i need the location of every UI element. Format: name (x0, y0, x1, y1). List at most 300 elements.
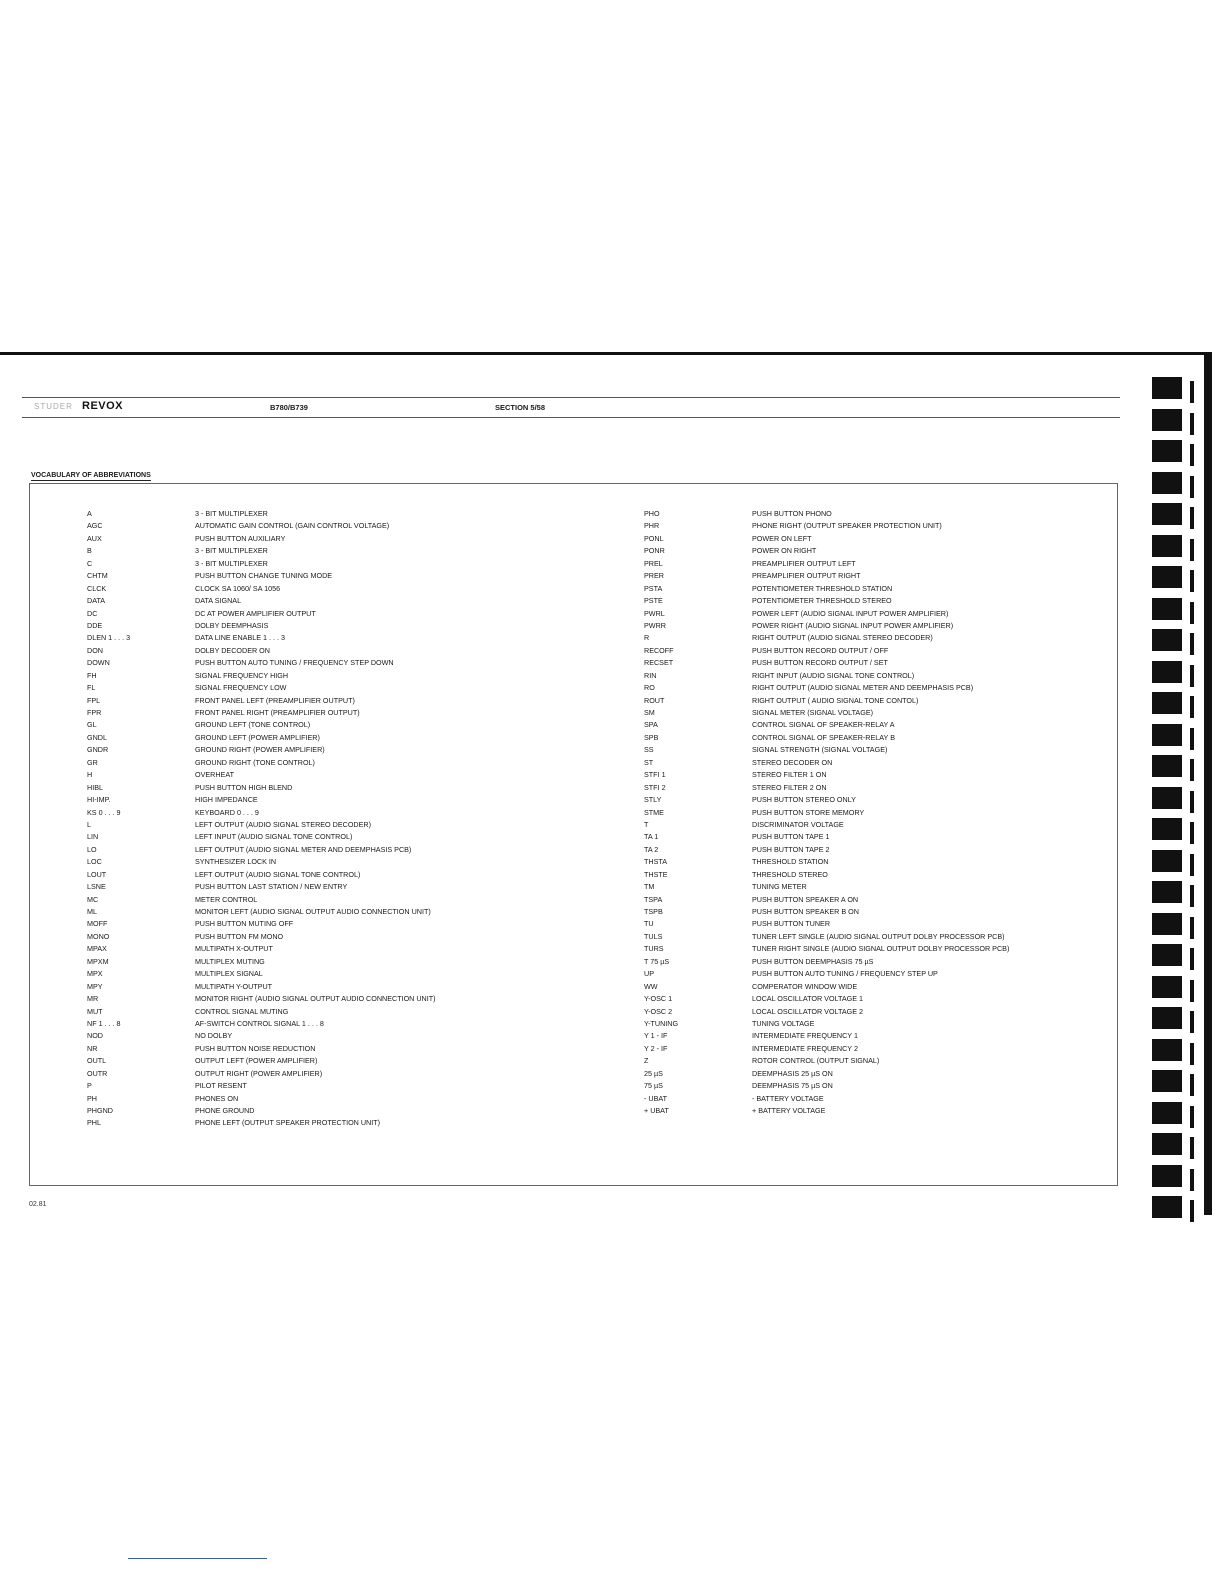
abbreviation-row (87, 695, 607, 707)
abbreviation-row (87, 707, 607, 719)
abbreviation-definition: TUNER LEFT SINGLE (AUDIO SIGNAL OUTPUT DOLBY PROCESSOR PCB) (752, 931, 1005, 941)
abbreviation-definition: THRESHOLD STEREO (752, 869, 828, 879)
abbreviation-row (644, 1030, 1104, 1042)
abbreviation-definition: SYNTHESIZER LOCK IN (195, 857, 277, 867)
binding-ring (1152, 661, 1182, 683)
abbreviation-row (87, 918, 607, 930)
abbreviation-definition: DC AT POWER AMPLIFIER OUTPUT (195, 608, 316, 618)
binding-ring-hole (1190, 444, 1194, 466)
abbreviation-definition: PUSH BUTTON TAPE 1 (752, 832, 830, 842)
abbreviation-row (644, 1006, 1104, 1018)
binding-ring-hole (1190, 602, 1194, 624)
abbreviation-definition: PHONE LEFT (OUTPUT SPEAKER PROTECTION UNIT) (195, 1118, 381, 1128)
abbreviation-term: NF 1 . . . 8 (87, 1018, 121, 1028)
abbreviation-row (87, 769, 607, 781)
abbreviation-term: PHO (644, 509, 660, 518)
abbreviation-term: TULS (644, 931, 663, 941)
abbreviation-row (644, 1055, 1104, 1067)
abbreviation-term: TA 1 (644, 832, 659, 842)
abbreviation-term: AGC (87, 521, 103, 531)
abbreviation-term: STME (644, 807, 664, 817)
abbreviation-definition: POWER ON RIGHT (752, 546, 817, 556)
abbreviation-row (644, 632, 1104, 644)
abbreviation-term: P (87, 1081, 92, 1091)
abbreviation-definition: AF-SWITCH CONTROL SIGNAL 1 . . . 8 (195, 1018, 324, 1028)
abbreviation-definition: PUSH BUTTON TAPE 2 (752, 844, 830, 854)
abbreviation-row (644, 844, 1104, 856)
binding-ring (1152, 472, 1182, 494)
binding-ring (1152, 1165, 1182, 1187)
binding-ring (1152, 1196, 1182, 1218)
abbreviation-term: T 75 µS (644, 956, 670, 966)
abbreviation-term: PHL (87, 1118, 101, 1128)
abbreviation-term: TURS (644, 944, 664, 954)
abbreviation-definition: PUSH BUTTON NOISE REDUCTION (195, 1043, 316, 1053)
abbreviation-definition: MULTIPATH X-OUTPUT (195, 944, 273, 954)
abbreviation-term: T (644, 819, 649, 829)
abbreviation-definition: DEEMPHASIS 75 µS ON (752, 1081, 833, 1091)
abbreviation-definition: SIGNAL METER (SIGNAL VOLTAGE) (752, 708, 874, 717)
abbreviation-definition: PUSH BUTTON HIGH BLEND (195, 782, 293, 792)
abbreviation-definition: LEFT OUTPUT (AUDIO SIGNAL STEREO DECODER) (195, 819, 371, 829)
abbreviation-term: GR (87, 757, 98, 767)
abbreviation-row (87, 632, 607, 644)
abbreviation-definition: MONITOR LEFT (AUDIO SIGNAL OUTPUT AUDIO CONNECTION UNIT) (195, 907, 431, 916)
binding-ring (1152, 409, 1182, 431)
abbreviation-row (87, 807, 607, 819)
abbreviation-term: DLEN 1 . . . 3 (87, 633, 131, 643)
abbreviation-row (87, 1117, 607, 1129)
header-line-bottom (22, 417, 1120, 418)
section-number: SECTION 5/58 (495, 403, 546, 412)
abbreviation-term: SM (644, 708, 655, 717)
abbreviation-term: FH (87, 670, 97, 680)
abbreviation-definition: 3 - BIT MULTIPLEXER (195, 546, 268, 556)
abbreviation-term: TSPB (644, 907, 663, 916)
abbreviation-row (87, 931, 607, 943)
abbreviation-definition: FRONT PANEL LEFT (PREAMPLIFIER OUTPUT) (195, 695, 355, 705)
abbreviation-term: TM (644, 882, 655, 892)
abbreviation-row (644, 558, 1104, 570)
abbreviation-definition: PHONE GROUND (195, 1106, 255, 1115)
abbreviation-row (87, 570, 607, 582)
abbreviation-term: NR (87, 1043, 98, 1053)
abbreviation-row (644, 869, 1104, 881)
abbreviation-definition: GROUND RIGHT (TONE CONTROL) (195, 757, 315, 767)
abbreviation-row (87, 608, 607, 620)
binding-ring (1152, 787, 1182, 809)
abbreviation-definition: POWER LEFT (AUDIO SIGNAL INPUT POWER AMPLIFIER) (752, 608, 949, 618)
abbreviation-definition: 3 - BIT MULTIPLEXER (195, 558, 268, 568)
abbreviation-definition: PHONE RIGHT (OUTPUT SPEAKER PROTECTION UNIT) (752, 521, 942, 531)
abbreviation-term: NOD (87, 1031, 103, 1041)
abbreviation-row (644, 906, 1104, 918)
binding-ring-hole (1190, 917, 1194, 939)
abbreviation-definition: CLOCK SA 1060/ SA 1056 (195, 583, 281, 593)
abbreviation-row (644, 608, 1104, 620)
abbreviation-row (87, 981, 607, 993)
abbreviation-row (644, 956, 1104, 968)
binding-ring (1152, 629, 1182, 651)
abbreviation-term: STLY (644, 795, 662, 805)
abbreviation-term: DDE (87, 620, 103, 630)
abbreviation-definition: SIGNAL FREQUENCY HIGH (195, 670, 289, 680)
abbreviation-definition: PILOT RESENT (195, 1081, 247, 1091)
binding-ring-hole (1190, 791, 1194, 813)
abbreviation-row (87, 583, 607, 595)
page-title: VOCABULARY OF ABBREVIATIONS (31, 472, 151, 479)
binding-ring-hole (1190, 1137, 1194, 1159)
abbreviation-term: MPY (87, 981, 103, 991)
abbreviation-term: DON (87, 645, 103, 655)
header-line-top (22, 397, 1120, 398)
abbreviation-definition: RIGHT OUTPUT ( AUDIO SIGNAL TONE CONTOL) (752, 695, 919, 705)
abbreviation-row (87, 757, 607, 769)
abbreviation-term: KS 0 . . . 9 (87, 807, 121, 817)
abbreviation-definition: POTENTIOMETER THRESHOLD STEREO (752, 596, 892, 606)
binding-ring-hole (1190, 381, 1194, 403)
abbreviation-row (644, 744, 1104, 756)
abbreviation-term: SS (644, 745, 654, 755)
abbreviation-definition: CONTROL SIGNAL MUTING (195, 1006, 289, 1016)
abbreviation-row (87, 1030, 607, 1042)
abbreviation-definition: SIGNAL STRENGTH (SIGNAL VOLTAGE) (752, 745, 888, 755)
binding-ring-hole (1190, 665, 1194, 687)
abbreviation-row (644, 520, 1104, 532)
abbreviation-term: RIN (644, 670, 657, 680)
binding-ring-hole (1190, 980, 1194, 1002)
abbreviation-definition: STEREO FILTER 2 ON (752, 782, 827, 792)
abbreviation-definition: STEREO DECODER ON (752, 757, 833, 767)
abbreviation-term: MC (87, 894, 99, 904)
abbreviation-term: FPL (87, 695, 101, 705)
abbreviation-row (87, 1055, 607, 1067)
abbreviation-row (644, 993, 1104, 1005)
abbreviation-definition: PUSH BUTTON AUTO TUNING / FREQUENCY STEP DOWN (195, 658, 394, 668)
abbreviation-term: PONL (644, 533, 664, 543)
abbreviation-row (644, 657, 1104, 669)
abbreviation-definition: GROUND RIGHT (POWER AMPLIFIER) (195, 745, 325, 755)
binding-ring-hole (1190, 1106, 1194, 1128)
abbreviation-row (87, 869, 607, 881)
abbreviation-row (87, 670, 607, 682)
abbreviation-term: ST (644, 757, 654, 767)
abbreviation-term: OUTL (87, 1056, 107, 1066)
abbreviation-definition: DEEMPHASIS 25 µS ON (752, 1068, 833, 1078)
abbreviation-term: MONO (87, 931, 110, 941)
abbreviation-definition: PUSH BUTTON STORE MEMORY (752, 807, 865, 817)
abbreviation-term: + UBAT (644, 1106, 669, 1115)
abbreviation-row (87, 744, 607, 756)
abbreviation-row (644, 769, 1104, 781)
abbreviation-definition: DATA SIGNAL (195, 596, 242, 606)
abbreviation-row (87, 558, 607, 570)
abbreviation-definition: LOCAL OSCILLATOR VOLTAGE 1 (752, 994, 864, 1004)
abbreviation-row (87, 732, 607, 744)
abbreviation-definition: TUNING METER (752, 882, 807, 892)
binding-ring (1152, 1070, 1182, 1092)
abbreviation-row (644, 1080, 1104, 1092)
abbreviation-row (644, 583, 1104, 595)
abbreviation-term: PREL (644, 558, 663, 568)
abbreviation-term: TU (644, 919, 654, 929)
abbreviation-row (87, 1105, 607, 1117)
abbreviation-definition: ROTOR CONTROL (OUTPUT SIGNAL) (752, 1056, 880, 1066)
abbreviation-row (644, 981, 1104, 993)
abbreviation-term: MR (87, 994, 99, 1004)
model-number: B780/B739 (270, 403, 308, 412)
abbreviation-term: AUX (87, 533, 102, 543)
abbreviation-term: STFI 1 (644, 770, 666, 780)
abbreviation-definition: DOLBY DECODER ON (195, 645, 270, 655)
abbreviation-row (644, 645, 1104, 657)
brand-studer: STUDER (34, 402, 73, 411)
abbreviation-definition: MULTIPATH Y-OUTPUT (195, 981, 273, 991)
abbreviation-term: 25 µS (644, 1068, 663, 1078)
abbreviation-row (87, 1080, 607, 1092)
spiral-binding (1142, 355, 1212, 1215)
abbreviation-definition: CONTROL SIGNAL OF SPEAKER-RELAY A (752, 720, 895, 730)
abbreviation-row (87, 968, 607, 980)
abbreviation-term: SPA (644, 720, 658, 730)
abbreviation-term: Z (644, 1056, 649, 1066)
abbreviation-definition: RIGHT OUTPUT (AUDIO SIGNAL METER AND DEEMPHASIS PCB) (752, 683, 974, 693)
binding-ring (1152, 377, 1182, 399)
binding-ring (1152, 1007, 1182, 1029)
abbreviation-row (87, 943, 607, 955)
abbreviation-term: GNDR (87, 745, 109, 755)
abbreviation-term: WW (644, 981, 658, 991)
abbreviation-row (87, 1068, 607, 1080)
abbreviation-term: TA 2 (644, 844, 659, 854)
abbreviation-row (644, 695, 1104, 707)
abbreviation-definition: PUSH BUTTON RECORD OUTPUT / SET (752, 658, 888, 668)
abbreviation-term: LO (87, 844, 97, 854)
abbreviation-row (644, 968, 1104, 980)
abbreviation-term: RECOFF (644, 645, 674, 655)
abbreviation-definition: PUSH BUTTON TUNER (752, 919, 831, 929)
abbreviation-term: RO (644, 683, 655, 693)
abbreviation-term: H (87, 770, 93, 780)
abbreviation-term: CHTM (87, 571, 108, 581)
abbreviation-term: LIN (87, 832, 99, 842)
abbreviation-term: HIBL (87, 782, 103, 792)
binding-ring-hole (1190, 413, 1194, 435)
abbreviation-row (87, 881, 607, 893)
binding-ring-hole (1190, 759, 1194, 781)
abbreviation-term: PH (87, 1093, 97, 1103)
abbreviation-term: ML (87, 907, 97, 916)
abbreviation-definition: DISCRIMINATOR VOLTAGE (752, 819, 844, 829)
binding-ring-hole (1190, 822, 1194, 844)
abbreviation-row (644, 943, 1104, 955)
binding-ring (1152, 1039, 1182, 1061)
abbreviation-row (644, 719, 1104, 731)
abbreviation-term: HI-IMP. (87, 795, 111, 805)
abbreviation-definition: THRESHOLD STATION (752, 857, 829, 867)
abbreviation-definition: KEYBOARD 0 . . . 9 (195, 807, 259, 817)
abbreviation-definition: TUNING VOLTAGE (752, 1018, 815, 1028)
abbreviation-term: UP (644, 969, 654, 979)
abbreviation-row (644, 831, 1104, 843)
abbreviation-row (644, 894, 1104, 906)
abbreviation-definition: PUSH BUTTON MUTING OFF (195, 919, 294, 929)
abbreviation-row (644, 856, 1104, 868)
abbreviation-definition: DOLBY DEEMPHASIS (195, 620, 269, 630)
abbreviation-term: MPAX (87, 944, 107, 954)
abbreviation-term: L (87, 819, 91, 829)
abbreviation-row (644, 881, 1104, 893)
abbreviation-row (644, 707, 1104, 719)
abbreviation-definition: OVERHEAT (195, 770, 235, 780)
abbreviation-term: PHR (644, 521, 660, 531)
abbreviation-row (87, 831, 607, 843)
abbreviation-definition: 3 - BIT MULTIPLEXER (195, 509, 268, 518)
abbreviation-definition: PREAMPLIFIER OUTPUT RIGHT (752, 571, 861, 581)
binding-ring (1152, 503, 1182, 525)
binding-ring-hole (1190, 1200, 1194, 1222)
binding-ring (1152, 1133, 1182, 1155)
abbreviation-term: GL (87, 720, 97, 730)
abbreviation-definition: PUSH BUTTON CHANGE TUNING MODE (195, 571, 333, 581)
abbreviation-definition: LEFT INPUT (AUDIO SIGNAL TONE CONTROL) (195, 832, 353, 842)
abbreviation-definition: FRONT PANEL RIGHT (PREAMPLIFIER OUTPUT) (195, 708, 360, 717)
abbreviation-definition: PUSH BUTTON PHONO (752, 509, 832, 518)
abbreviation-term: DOWN (87, 658, 110, 668)
abbreviation-term: MUT (87, 1006, 103, 1016)
binding-ring (1152, 535, 1182, 557)
abbreviation-row (644, 1105, 1104, 1117)
binding-ring (1152, 881, 1182, 903)
abbreviation-row (87, 782, 607, 794)
abbreviation-row (644, 545, 1104, 557)
abbreviation-row (644, 807, 1104, 819)
binding-ring (1152, 1102, 1182, 1124)
binding-ring-hole (1190, 948, 1194, 970)
abbreviation-row (87, 595, 607, 607)
binding-ring (1152, 692, 1182, 714)
abbreviation-row (644, 1068, 1104, 1080)
abbreviation-term: FPR (87, 708, 102, 717)
abbreviation-definition: + BATTERY VOLTAGE (752, 1106, 826, 1115)
abbreviation-definition: MONITOR RIGHT (AUDIO SIGNAL OUTPUT AUDIO CONNECTION UNIT) (195, 994, 436, 1004)
abbreviation-definition: OUTPUT LEFT (POWER AMPLIFIER) (195, 1056, 318, 1066)
abbreviation-term: RECSET (644, 658, 674, 668)
abbreviation-definition: POWER RIGHT (AUDIO SIGNAL INPUT POWER AMPLIFIER) (752, 620, 954, 630)
bottom-line (128, 1558, 267, 1559)
abbreviation-row (644, 508, 1104, 520)
abbreviation-definition: PUSH BUTTON AUXILIARY (195, 533, 286, 543)
binding-ring (1152, 566, 1182, 588)
abbreviation-definition: PUSH BUTTON SPEAKER B ON (752, 907, 859, 916)
abbreviation-term: DC (87, 608, 98, 618)
abbreviation-definition: PUSH BUTTON LAST STATION / NEW ENTRY (195, 882, 348, 892)
abbreviation-term: GNDL (87, 732, 107, 742)
binding-ring (1152, 440, 1182, 462)
abbreviation-term: B (87, 546, 92, 556)
abbreviation-row (644, 782, 1104, 794)
abbreviation-term: Y 2 - IF (644, 1043, 668, 1053)
abbreviation-definition: PHONES ON (195, 1093, 239, 1103)
binding-ring-hole (1190, 1169, 1194, 1191)
abbreviation-row (644, 918, 1104, 930)
abbreviation-term: - UBAT (644, 1093, 668, 1103)
abbreviation-row (644, 620, 1104, 632)
abbreviation-row (87, 719, 607, 731)
binding-ring-hole (1190, 539, 1194, 561)
binding-ring-hole (1190, 1011, 1194, 1033)
binding-ring (1152, 976, 1182, 998)
abbreviation-row (644, 757, 1104, 769)
abbreviation-definition: PUSH BUTTON STEREO ONLY (752, 795, 856, 805)
abbreviation-term: PWRL (644, 608, 665, 618)
abbreviation-definition: LOCAL OSCILLATOR VOLTAGE 2 (752, 1006, 864, 1016)
abbreviation-definition: INTERMEDIATE FREQUENCY 2 (752, 1043, 858, 1053)
binding-ring-hole (1190, 728, 1194, 750)
abbreviation-row (644, 670, 1104, 682)
abbreviation-definition: PUSH BUTTON AUTO TUNING / FREQUENCY STEP UP (752, 969, 938, 979)
abbreviation-definition: CONTROL SIGNAL OF SPEAKER-RELAY B (752, 732, 895, 742)
abbreviation-definition: MULTIPLEX MUTING (195, 956, 265, 966)
abbreviation-row (87, 993, 607, 1005)
abbreviation-term: CLCK (87, 583, 107, 593)
binding-ring (1152, 818, 1182, 840)
binding-ring (1152, 913, 1182, 935)
abbreviation-row (644, 1093, 1104, 1105)
abbreviation-definition: - BATTERY VOLTAGE (752, 1093, 824, 1103)
abbreviation-term: ROUT (644, 695, 665, 705)
abbreviation-row (644, 682, 1104, 694)
abbreviation-term: FL (87, 683, 96, 693)
binding-ring (1152, 755, 1182, 777)
abbreviation-term: Y-OSC 2 (644, 1006, 673, 1016)
abbreviation-term: R (644, 633, 650, 643)
abbreviation-row (87, 1006, 607, 1018)
footer-date: 02.81 (29, 1201, 47, 1208)
abbreviation-term: C (87, 558, 93, 568)
abbreviation-definition: STEREO FILTER 1 ON (752, 770, 827, 780)
binding-ring-hole (1190, 570, 1194, 592)
brand-revox: REVOX (82, 400, 124, 412)
abbreviation-term: PONR (644, 546, 665, 556)
abbreviation-definition: GROUND LEFT (POWER AMPLIFIER) (195, 732, 320, 742)
abbreviation-term: LOUT (87, 869, 107, 879)
abbreviation-term: PRER (644, 571, 664, 581)
binding-ring-hole (1190, 1074, 1194, 1096)
abbreviation-row (87, 682, 607, 694)
abbreviation-row (87, 894, 607, 906)
right-abbreviation-column (644, 508, 1104, 1117)
abbreviation-term: STFI 2 (644, 782, 666, 792)
binding-spine (1204, 355, 1212, 1215)
abbreviation-definition: PUSH BUTTON RECORD OUTPUT / OFF (752, 645, 889, 655)
abbreviation-definition: INTERMEDIATE FREQUENCY 1 (752, 1031, 858, 1041)
abbreviation-definition: MULTIPLEX SIGNAL (195, 969, 263, 979)
abbreviation-term: 75 µS (644, 1081, 663, 1091)
abbreviation-definition: PUSH BUTTON DEEMPHASIS 75 µS (752, 956, 874, 966)
abbreviation-term: LOC (87, 857, 102, 867)
abbreviation-row (87, 819, 607, 831)
binding-ring-hole (1190, 885, 1194, 907)
abbreviation-row (87, 956, 607, 968)
abbreviation-definition: METER CONTROL (195, 894, 258, 904)
abbreviation-definition: NO DOLBY (195, 1031, 233, 1041)
abbreviation-row (87, 856, 607, 868)
abbreviation-definition: RIGHT INPUT (AUDIO SIGNAL TONE CONTROL) (752, 670, 915, 680)
abbreviation-row (644, 533, 1104, 545)
document-page (0, 355, 1140, 1208)
abbreviation-row (87, 1043, 607, 1055)
